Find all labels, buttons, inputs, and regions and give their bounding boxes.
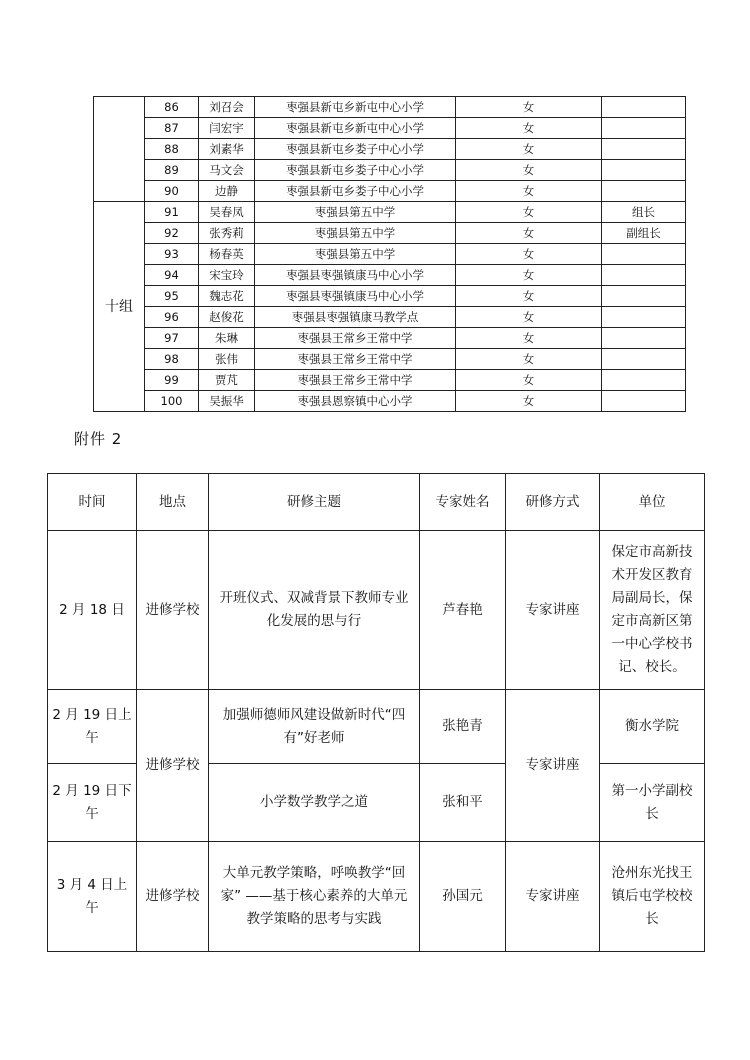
cell-topic: 开班仪式、双减背景下教师专业化发展的思与行 — [209, 531, 420, 690]
cell-school: 枣强县王常乡王常中学 — [255, 349, 456, 370]
cell-topic: 小学数学教学之道 — [209, 764, 420, 842]
cell-num: 91 — [145, 202, 199, 223]
schedule-table — [47, 473, 705, 952]
roster-row — [94, 391, 686, 412]
cell-role — [602, 286, 686, 307]
cell-gender: 女 — [456, 160, 602, 181]
cell-topic: 大单元教学策略，呼唤教学“回家” ——基于核心素养的大单元教学策略的思考与实践 — [209, 842, 420, 952]
cell-method: 专家讲座 — [506, 531, 600, 690]
cell-num: 94 — [145, 265, 199, 286]
cell-num: 92 — [145, 223, 199, 244]
cell-role: 副组长 — [602, 223, 686, 244]
cell-num: 98 — [145, 349, 199, 370]
cell-time: 2 月 19 日下午 — [48, 764, 137, 842]
roster-row — [94, 160, 686, 181]
roster-row — [94, 370, 686, 391]
cell-gender: 女 — [456, 223, 602, 244]
header-time: 时间 — [48, 474, 137, 531]
cell-expert: 张艳青 — [420, 690, 506, 764]
cell-name: 魏志花 — [199, 286, 255, 307]
roster-row — [94, 244, 686, 265]
cell-num: 95 — [145, 286, 199, 307]
cell-school: 枣强县王常乡王常中学 — [255, 328, 456, 349]
cell-school: 枣强县新屯乡新屯中心小学 — [255, 118, 456, 139]
cell-role — [602, 265, 686, 286]
cell-gender: 女 — [456, 244, 602, 265]
cell-school: 枣强县第五中学 — [255, 202, 456, 223]
cell-school: 枣强县枣强镇康马教学点 — [255, 307, 456, 328]
cell-name: 杨春英 — [199, 244, 255, 265]
cell-gender: 女 — [456, 265, 602, 286]
cell-num: 100 — [145, 391, 199, 412]
cell-place: 进修学校 — [137, 842, 209, 952]
cell-school: 枣强县恩察镇中心小学 — [255, 391, 456, 412]
roster-row — [94, 181, 686, 202]
roster-row — [94, 265, 686, 286]
schedule-header-row — [48, 474, 705, 531]
cell-name: 马文会 — [199, 160, 255, 181]
cell-name: 刘召会 — [199, 97, 255, 118]
cell-school: 枣强县新屯乡娄子中心小学 — [255, 160, 456, 181]
cell-role — [602, 349, 686, 370]
cell-num: 86 — [145, 97, 199, 118]
cell-time: 2 月 19 日上午 — [48, 690, 137, 764]
cell-expert: 张和平 — [420, 764, 506, 842]
cell-unit: 第一小学副校长 — [600, 764, 705, 842]
roster-row — [94, 139, 686, 160]
cell-name: 朱琳 — [199, 328, 255, 349]
header-unit: 单位 — [600, 474, 705, 531]
cell-gender: 女 — [456, 202, 602, 223]
cell-name: 刘素华 — [199, 139, 255, 160]
roster-row — [94, 202, 686, 223]
cell-name: 贾芃 — [199, 370, 255, 391]
cell-school: 枣强县新屯乡新屯中心小学 — [255, 97, 456, 118]
cell-role — [602, 244, 686, 265]
cell-method: 专家讲座 — [506, 842, 600, 952]
cell-name: 边静 — [199, 181, 255, 202]
cell-name: 赵俊花 — [199, 307, 255, 328]
cell-unit: 保定市高新技术开发区教育局副局长，保定市高新区第一中心学校书记、校长。 — [600, 531, 705, 690]
roster-row — [94, 223, 686, 244]
cell-school: 枣强县王常乡王常中学 — [255, 370, 456, 391]
cell-num: 89 — [145, 160, 199, 181]
cell-topic: 加强师德师风建设做新时代“四有”好老师 — [209, 690, 420, 764]
roster-row — [94, 328, 686, 349]
cell-num: 87 — [145, 118, 199, 139]
cell-name: 吴振华 — [199, 391, 255, 412]
cell-name: 闫宏宇 — [199, 118, 255, 139]
cell-gender: 女 — [456, 307, 602, 328]
cell-num: 90 — [145, 181, 199, 202]
cell-school: 枣强县第五中学 — [255, 223, 456, 244]
cell-school: 枣强县第五中学 — [255, 244, 456, 265]
cell-gender: 女 — [456, 118, 602, 139]
cell-num: 96 — [145, 307, 199, 328]
roster-row — [94, 286, 686, 307]
roster-row — [94, 307, 686, 328]
cell-role — [602, 97, 686, 118]
header-expert: 专家姓名 — [420, 474, 506, 531]
cell-role — [602, 139, 686, 160]
cell-gender: 女 — [456, 391, 602, 412]
cell-gender: 女 — [456, 328, 602, 349]
cell-unit: 衡水学院 — [600, 690, 705, 764]
group-label: 十组 — [94, 202, 145, 412]
cell-role — [602, 370, 686, 391]
schedule-row — [48, 531, 705, 690]
cell-role — [602, 118, 686, 139]
cell-school: 枣强县枣强镇康马中心小学 — [255, 265, 456, 286]
cell-role — [602, 328, 686, 349]
cell-unit: 沧州东光找王镇后屯学校校长 — [600, 842, 705, 952]
cell-name: 宋宝玲 — [199, 265, 255, 286]
cell-name: 张秀莉 — [199, 223, 255, 244]
cell-role — [602, 181, 686, 202]
header-place: 地点 — [137, 474, 209, 531]
cell-expert: 芦春艳 — [420, 531, 506, 690]
cell-gender: 女 — [456, 139, 602, 160]
cell-name: 吴春凤 — [199, 202, 255, 223]
cell-role — [602, 307, 686, 328]
cell-method: 专家讲座 — [506, 690, 600, 842]
cell-num: 93 — [145, 244, 199, 265]
cell-gender: 女 — [456, 349, 602, 370]
cell-place: 进修学校 — [137, 531, 209, 690]
cell-role: 组长 — [602, 202, 686, 223]
cell-place: 进修学校 — [137, 690, 209, 842]
header-method: 研修方式 — [506, 474, 600, 531]
cell-num: 97 — [145, 328, 199, 349]
cell-gender: 女 — [456, 181, 602, 202]
roster-table — [93, 96, 686, 412]
cell-num: 88 — [145, 139, 199, 160]
cell-role — [602, 160, 686, 181]
cell-gender: 女 — [456, 97, 602, 118]
header-topic: 研修主题 — [209, 474, 420, 531]
cell-role — [602, 391, 686, 412]
cell-school: 枣强县新屯乡娄子中心小学 — [255, 139, 456, 160]
roster-row — [94, 97, 686, 118]
roster-row — [94, 349, 686, 370]
schedule-row — [48, 842, 705, 952]
cell-gender: 女 — [456, 286, 602, 307]
roster-row — [94, 118, 686, 139]
schedule-row — [48, 690, 705, 764]
cell-time: 3 月 4 日上午 — [48, 842, 137, 952]
cell-school: 枣强县新屯乡娄子中心小学 — [255, 181, 456, 202]
cell-expert: 孙国元 — [420, 842, 506, 952]
cell-time: 2 月 18 日 — [48, 531, 137, 690]
cell-gender: 女 — [456, 370, 602, 391]
roster-body — [94, 97, 686, 412]
group-cell-prev — [94, 97, 145, 202]
cell-name: 张伟 — [199, 349, 255, 370]
cell-school: 枣强县枣强镇康马中心小学 — [255, 286, 456, 307]
cell-num: 99 — [145, 370, 199, 391]
attachment-label: 附件 2 — [74, 430, 123, 448]
